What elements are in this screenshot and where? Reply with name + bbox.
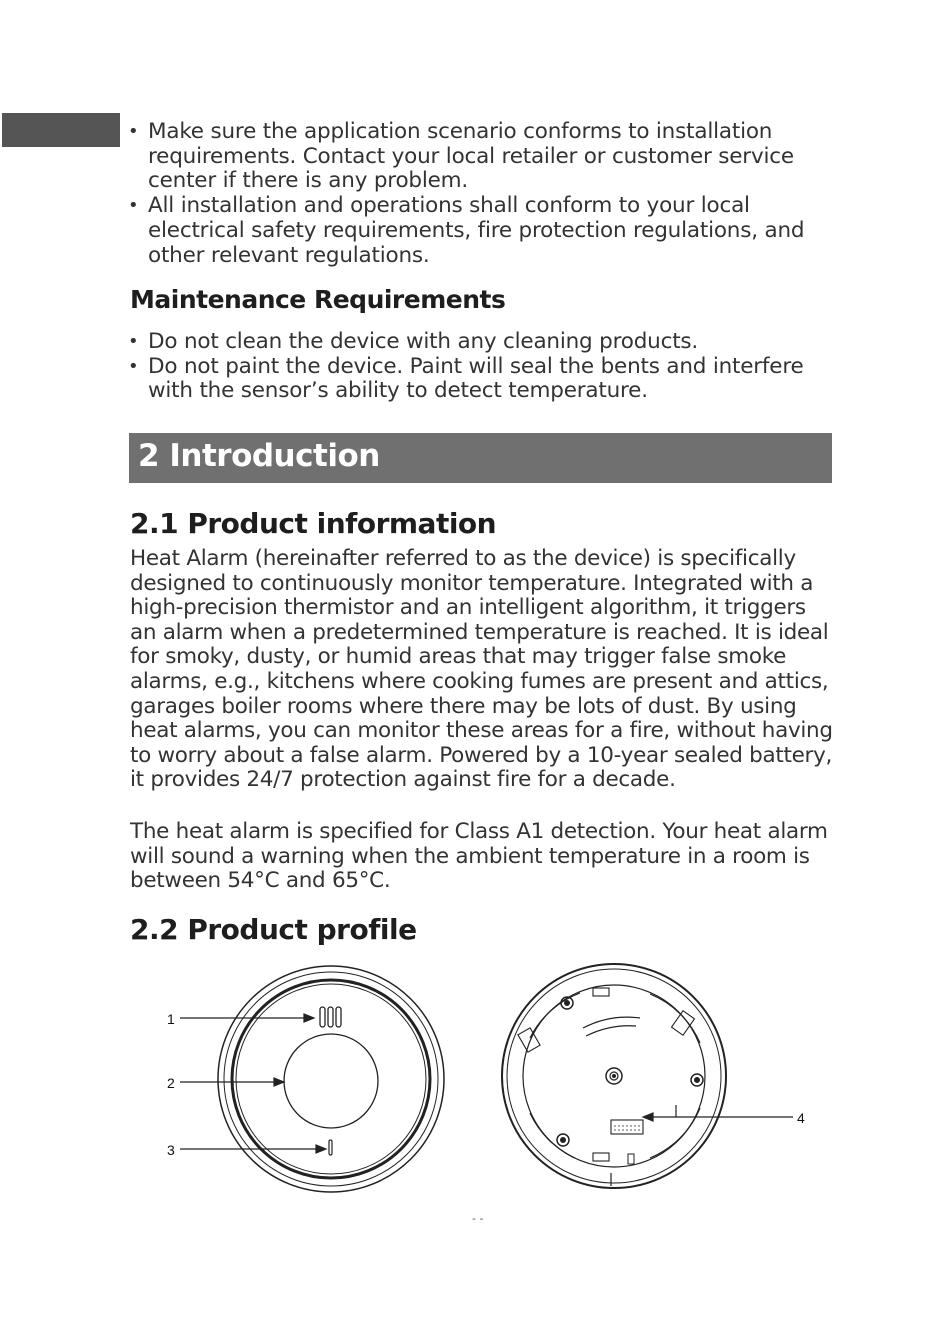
maintenance-heading: Maintenance Requirements xyxy=(130,285,506,314)
product-profile-figure xyxy=(0,958,936,1198)
callout-2-label: 2 xyxy=(167,1075,175,1091)
product-information-paragraph: Heat Alarm (hereinafter referred to as the device) is specifically designed to continuously monitor temperature. Integrated with a high-precision thermistor and an intelligent algorithm, it triggers an alarm when a predetermined temperature is reached. It is ideal for smoky, dusty, or humid areas that may trigger false smoke alarms, e.g., kitchens where cooking fumes are present and attics, garages boiler rooms where there may be lots of dust. By using heat alarms, you can monitor these areas for a fire, without having to worry about a false alarm. Powered by a 10-year sealed battery, it provides 24/7 protection against fire for a decade. xyxy=(130,546,833,793)
list-item: • Do not paint the device. Paint will seal the bents and interfere with the sensor’s ability to detect temperature. xyxy=(128,355,838,404)
connector-port-icon xyxy=(611,1120,643,1134)
alarm-back-view xyxy=(502,964,726,1188)
sound-hole-icon xyxy=(320,1007,325,1027)
product-information-heading: 2.1 Product information xyxy=(130,507,497,540)
section-tab-marker xyxy=(2,113,120,147)
maintenance-bullet-list xyxy=(128,330,838,404)
indicator-led-icon xyxy=(329,1140,332,1155)
alarm-front-view xyxy=(218,966,444,1192)
callout-3-label: 3 xyxy=(167,1142,175,1158)
list-item: • All installation and operations shall conform to your local electrical safety requirements, fire protection regulations, and other relevant regulations. xyxy=(128,194,838,268)
callouts-left xyxy=(180,1014,326,1153)
sound-hole-icon xyxy=(336,1007,341,1027)
page-number: - - xyxy=(472,1212,484,1225)
sound-hole-icon xyxy=(328,1007,333,1027)
list-item: • Do not clean the device with any cleaning products. xyxy=(128,330,838,355)
callout-1-label: 1 xyxy=(167,1011,175,1027)
installation-bullet-list xyxy=(128,120,838,268)
callout-4-label: 4 xyxy=(797,1110,805,1126)
product-profile-heading: 2.2 Product profile xyxy=(130,913,417,946)
list-item: • Make sure the application scenario conforms to installation requirements. Contact your local retailer or customer service center if there is any problem. xyxy=(128,120,838,194)
chapter-banner xyxy=(129,433,832,483)
classification-paragraph: The heat alarm is specified for Class A1 detection. Your heat alarm will sound a warning when the ambient temperature in a room is between 54°C and 65°C. xyxy=(130,819,828,894)
chapter-title: 2 Introduction xyxy=(138,438,380,474)
